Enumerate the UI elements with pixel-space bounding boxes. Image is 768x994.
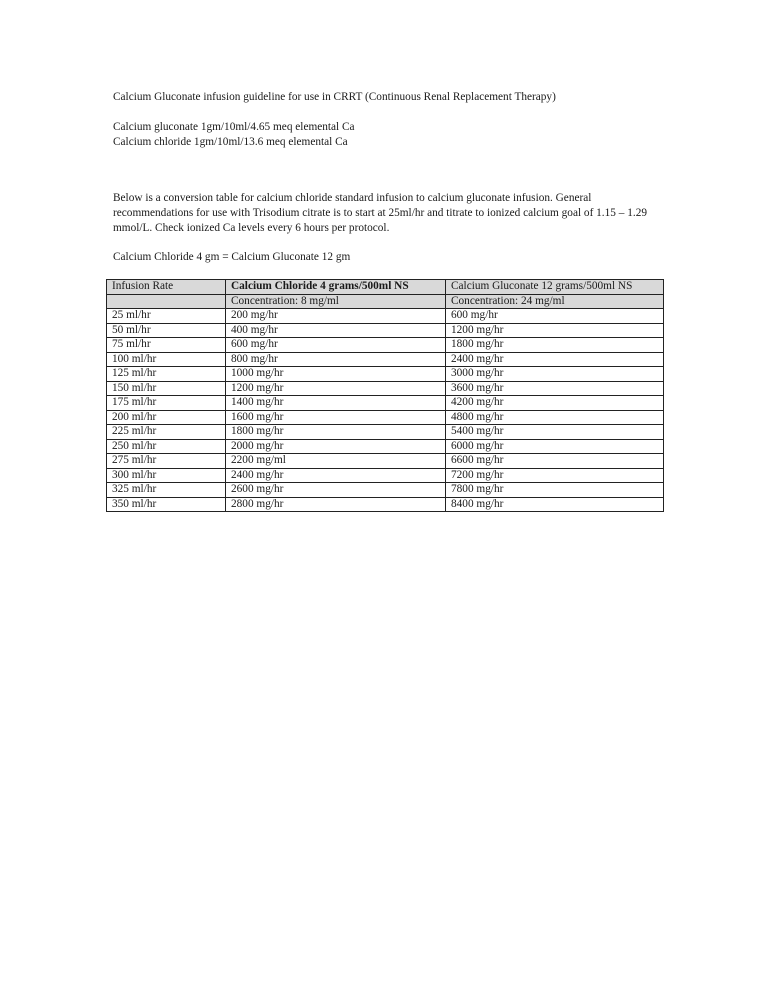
- table-row: [107, 323, 664, 338]
- gluconate-dose-cell: 4800 mg/hr: [446, 410, 664, 425]
- infusion-rate-cell: 50 ml/hr: [107, 323, 226, 338]
- table-row: [107, 468, 664, 483]
- table-row: [107, 352, 664, 367]
- table-row: [107, 454, 664, 469]
- table-row: [107, 367, 664, 382]
- header-calcium-gluconate: Calcium Gluconate 12 grams/500ml NS: [446, 280, 664, 295]
- table-row: [107, 439, 664, 454]
- chloride-dose-cell: 1000 mg/hr: [226, 367, 446, 382]
- chloride-dose-cell: 1800 mg/hr: [226, 425, 446, 440]
- infusion-rate-cell: 175 ml/hr: [107, 396, 226, 411]
- infusion-rate-cell: 150 ml/hr: [107, 381, 226, 396]
- chloride-concentration: Concentration: 8 mg/ml: [226, 294, 446, 309]
- table-row: [107, 410, 664, 425]
- chloride-dose-cell: 1400 mg/hr: [226, 396, 446, 411]
- concentration-empty-cell: [107, 294, 226, 309]
- gluconate-dose-cell: 2400 mg/hr: [446, 352, 664, 367]
- gluconate-dose-cell: 8400 mg/hr: [446, 497, 664, 512]
- chloride-dose-cell: 2200 mg/ml: [226, 454, 446, 469]
- gluconate-dose-cell: 7200 mg/hr: [446, 468, 664, 483]
- gluconate-dose-cell: 1800 mg/hr: [446, 338, 664, 353]
- table-row: [107, 483, 664, 498]
- chloride-dose-cell: 400 mg/hr: [226, 323, 446, 338]
- chloride-dose-cell: 800 mg/hr: [226, 352, 446, 367]
- gluconate-equivalence: Calcium gluconate 1gm/10ml/4.65 meq elemental Ca: [113, 121, 355, 133]
- gluconate-dose-cell: 4200 mg/hr: [446, 396, 664, 411]
- document-title: Calcium Gluconate infusion guideline for use in CRRT (Continuous Renal Replacement Therapy): [113, 91, 556, 103]
- infusion-rate-cell: 125 ml/hr: [107, 367, 226, 382]
- chloride-dose-cell: 2000 mg/hr: [226, 439, 446, 454]
- gluconate-dose-cell: 1200 mg/hr: [446, 323, 664, 338]
- table-row: [107, 338, 664, 353]
- chloride-dose-cell: 200 mg/hr: [226, 309, 446, 324]
- gluconate-dose-cell: 600 mg/hr: [446, 309, 664, 324]
- chloride-dose-cell: 1600 mg/hr: [226, 410, 446, 425]
- infusion-rate-cell: 300 ml/hr: [107, 468, 226, 483]
- infusion-rate-cell: 25 ml/hr: [107, 309, 226, 324]
- header-infusion-rate: Infusion Rate: [107, 280, 226, 295]
- table-header-row: [107, 280, 664, 295]
- conversion-equation: Calcium Chloride 4 gm = Calcium Gluconate 12 gm: [113, 251, 351, 263]
- gluconate-dose-cell: 6600 mg/hr: [446, 454, 664, 469]
- chloride-dose-cell: 2600 mg/hr: [226, 483, 446, 498]
- header-calcium-chloride: Calcium Chloride 4 grams/500ml NS: [226, 280, 446, 295]
- conversion-table: [106, 279, 664, 512]
- infusion-rate-cell: 225 ml/hr: [107, 425, 226, 440]
- infusion-rate-cell: 100 ml/hr: [107, 352, 226, 367]
- chloride-equivalence: Calcium chloride 1gm/10ml/13.6 meq elemental Ca: [113, 136, 348, 148]
- infusion-rate-cell: 325 ml/hr: [107, 483, 226, 498]
- infusion-rate-cell: 250 ml/hr: [107, 439, 226, 454]
- chloride-dose-cell: 2400 mg/hr: [226, 468, 446, 483]
- gluconate-dose-cell: 6000 mg/hr: [446, 439, 664, 454]
- gluconate-concentration: Concentration: 24 mg/ml: [446, 294, 664, 309]
- gluconate-dose-cell: 5400 mg/hr: [446, 425, 664, 440]
- infusion-rate-cell: 275 ml/hr: [107, 454, 226, 469]
- chloride-dose-cell: 600 mg/hr: [226, 338, 446, 353]
- infusion-rate-cell: 200 ml/hr: [107, 410, 226, 425]
- infusion-rate-cell: 75 ml/hr: [107, 338, 226, 353]
- gluconate-dose-cell: 3000 mg/hr: [446, 367, 664, 382]
- gluconate-dose-cell: 3600 mg/hr: [446, 381, 664, 396]
- table-row: [107, 381, 664, 396]
- infusion-rate-cell: 350 ml/hr: [107, 497, 226, 512]
- table-row: [107, 396, 664, 411]
- chloride-dose-cell: 2800 mg/hr: [226, 497, 446, 512]
- table-row: [107, 309, 664, 324]
- intro-paragraph: Below is a conversion table for calcium chloride standard infusion to calcium gluconate infusion. General recommendations for use with Trisodium citrate is to start at 25ml/hr and titrate to ionized calcium goal of 1.15 – 1.29 mmol/L. Check ionized Ca levels every 6 hours per protocol.: [113, 192, 647, 234]
- table-row: [107, 425, 664, 440]
- chloride-dose-cell: 1200 mg/hr: [226, 381, 446, 396]
- table-row: [107, 497, 664, 512]
- gluconate-dose-cell: 7800 mg/hr: [446, 483, 664, 498]
- table-concentration-row: [107, 294, 664, 309]
